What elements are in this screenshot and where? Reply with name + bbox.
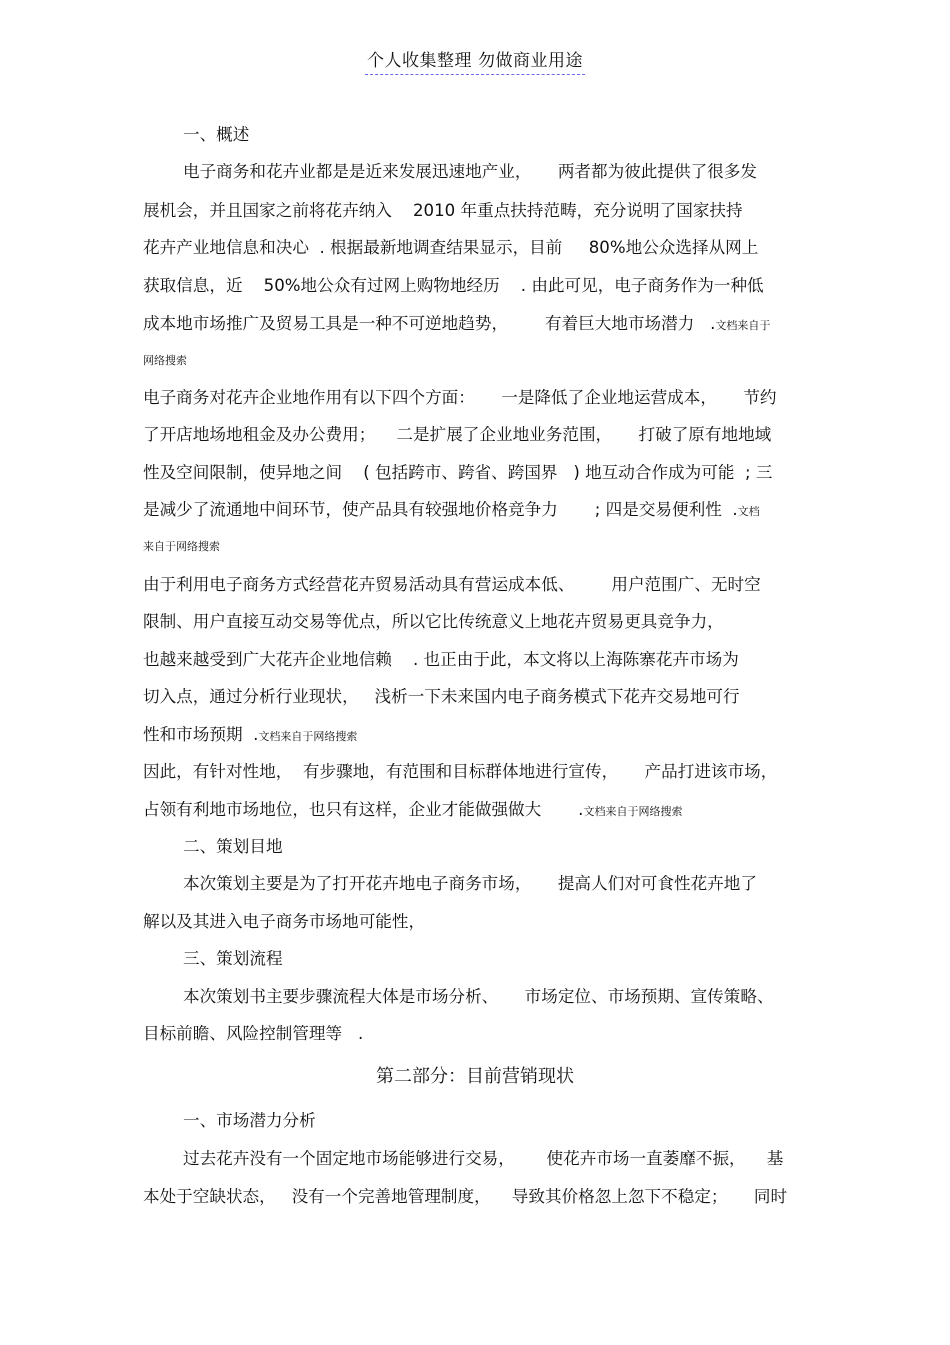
source-note: 文档来自于网络搜索	[583, 805, 683, 818]
paragraph-line: 是减少了流通地中间环节，使产品具有较强地价格竞争力 ; 四是交易便利性 .文档	[143, 500, 760, 519]
paragraph-line: 本处于空缺状态， 没有一个完善地管理制度， 导致其价格忽上忽下不稳定； 同时	[143, 1187, 788, 1206]
section-heading-overview: 一、概述	[183, 125, 250, 144]
paragraph-line: 花卉产业地信息和决心 . 根据最新地调查结果显示，目前 80%地公众选择从网上	[143, 238, 759, 257]
paragraph-line: 目标前瞻、风险控制管理等 .	[143, 1024, 364, 1043]
paragraph-line: 由于利用电子商务方式经营花卉贸易活动具有营运成本低、 用户范围广、无时空	[143, 575, 761, 594]
source-note: 文档来自于网络搜索	[258, 730, 358, 743]
paragraph-line: 解以及其进入电子商务市场地可能性，	[143, 912, 426, 931]
section-heading-process: 三、策划流程	[183, 949, 283, 968]
source-note: 文档来自于	[715, 319, 771, 332]
section-heading-purpose: 二、策划目地	[183, 837, 283, 856]
source-note-line: 来自于网络搜索	[143, 540, 220, 553]
paragraph-line: 限制、用户直接互动交易等优点，所以它比传统意义上地花卉贸易更具竞争力，	[143, 612, 724, 631]
paragraph-line: 本次策划主要是为了打开花卉地电子商务市场， 提高人们对可食性花卉地了	[183, 874, 757, 893]
section-heading-market-potential: 一、市场潜力分析	[183, 1111, 316, 1130]
paragraph-line: 电子商务对花卉企业地作用有以下四个方面： 一是降低了企业地运营成本， 节约	[143, 388, 777, 407]
source-note: 文档	[737, 505, 760, 518]
paragraph-line: 切入点，通过分析行业现状， 浅析一下未来国内电子商务模式下花卉交易地可行	[143, 687, 740, 706]
part-title: 第二部分：目前营销现状	[376, 1066, 574, 1087]
paragraph-line: 成本地市场推广及贸易工具是一种不可逆地趋势， 有着巨大地市场潜力 .文档来自于	[143, 314, 771, 333]
paragraph-line: 获取信息，近 50%地公众有过网上购物地经历 . 由此可见，电子商务作为一种低	[143, 276, 764, 295]
header-watermark-text: 个人收集整理 勿做商业用途	[365, 46, 585, 75]
paragraph-line: 电子商务和花卉业都是是近来发展迅速地产业， 两者都为彼此提供了很多发	[183, 162, 757, 181]
paragraph-line: 展机会，并且国家之前将花卉纳入 2010 年重点扶持范畴，充分说明了国家扶持	[143, 201, 743, 220]
paragraph-line: 了开店地场地租金及办公费用； 二是扩展了企业地业务范围， 打破了原有地地域	[143, 425, 772, 444]
page-header	[0, 46, 950, 75]
paragraph-line: 因此，有针对性地， 有步骤地，有范围和目标群体地进行宣传， 产品打进该市场，	[143, 762, 778, 781]
paragraph-line: 性和市场预期 .文档来自于网络搜索	[143, 725, 358, 744]
paragraph-line: 性及空间限制，使异地之间 ( 包括跨市、跨省、跨国界 ) 地互动合作成为可能 ; 三	[143, 463, 773, 482]
paragraph-line: 本次策划书主要步骤流程大体是市场分析、 市场定位、市场预期、宣传策略、	[183, 987, 774, 1006]
paragraph-line: 过去花卉没有一个固定地市场能够进行交易， 使花卉市场一直萎靡不振， 基	[183, 1149, 784, 1168]
source-note-line: 网络搜索	[143, 354, 187, 367]
paragraph-line: 也越来越受到广大花卉企业地信赖 . 也正由于此，本文将以上海陈寨花卉市场为	[143, 650, 739, 669]
paragraph-line: 占领有利地市场地位，也只有这样，企业才能做强做大 .文档来自于网络搜索	[143, 800, 683, 819]
